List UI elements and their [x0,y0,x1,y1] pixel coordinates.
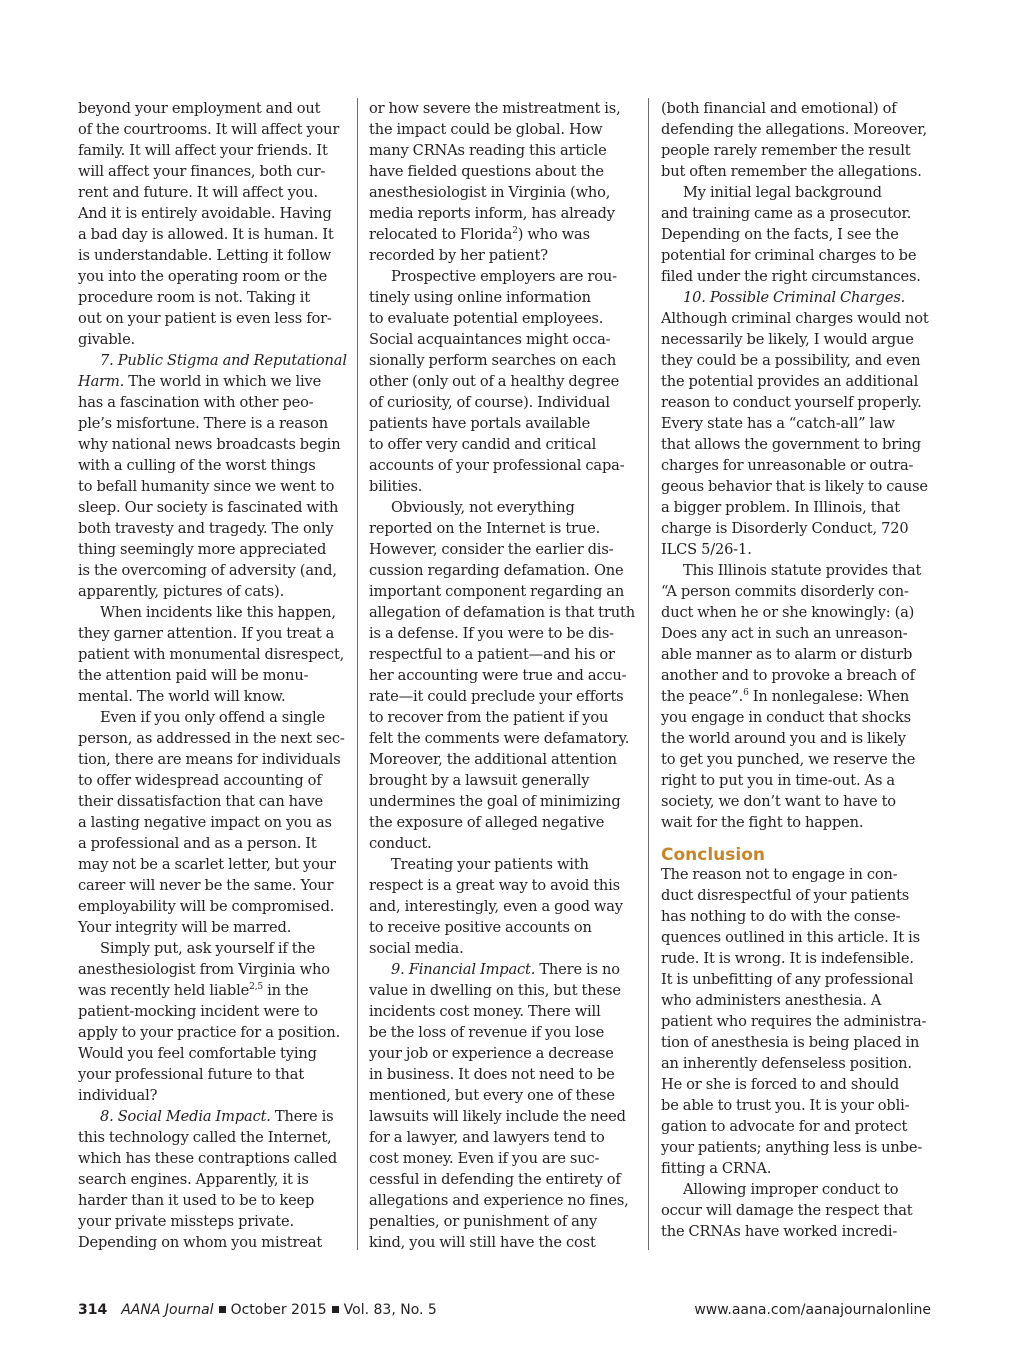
issue-volume: Vol. 83, No. 5 [343,1302,437,1318]
footer-citation [78,1302,437,1318]
column-divider [648,98,649,1250]
text-line: reported on the Internet is true. [369,520,601,537]
separator-square-icon [332,1306,339,1313]
text-line: person, as addressed in the next sec- [78,730,345,747]
issue-date: October 2015 [230,1302,327,1318]
paragraph [661,182,931,287]
text-line: procedure room is not. Taking it [78,289,310,306]
text-line: rate—it could preclude your efforts [369,688,624,705]
text-line: patients have portals available [369,415,591,432]
text-line: fitting a CRNA. [661,1160,772,1177]
text-line: family. It will affect your friends. It [78,142,328,159]
text-line: to offer very candid and critical [369,436,597,453]
text-line: potential for criminal charges to be [661,247,917,264]
reference-superscript: 6 [743,688,749,698]
text-run: ) who was [517,226,590,243]
text-line: Your integrity will be marred. [78,919,292,936]
text-line: has nothing to do with the conse- [661,908,901,925]
paragraph [78,602,346,707]
text-line: rude. It is wrong. It is indefensible. [661,950,914,967]
text-line [78,1106,346,1127]
text-line [661,686,931,707]
text-line: accounts of your professional capa- [369,457,625,474]
text-run: the peace”. [661,688,744,705]
text-line: beyond your employment and out [78,100,321,117]
text-line: penalties, or punishment of any [369,1213,598,1230]
text-line: may not be a scarlet letter, but your [78,856,336,873]
paragraph [78,707,346,938]
text-line: brought by a lawsuit generally [369,772,590,789]
text-line: incidents cost money. There will [369,1003,601,1020]
text-line: why national news broadcasts begin [78,436,341,453]
text-line: you into the operating room or the [78,268,328,285]
text-line: And it is entirely avoidable. Having [78,205,332,222]
text-line: with a culling of the worst things [78,457,316,474]
text-column-1 [78,98,346,1253]
column-divider [357,98,358,1250]
text-line: that allows the government to bring [661,436,921,453]
text-line: cost money. Even if you are suc- [369,1150,600,1167]
text-line: tion of anesthesia is being placed in [661,1034,920,1051]
paragraph [78,1106,346,1253]
text-line: will affect your finances, both cur- [78,163,326,180]
text-line: thing seemingly more appreciated [78,541,327,558]
text-line: When incidents like this happen, [100,604,336,621]
text-line: Depending on the facts, I see the [661,226,899,243]
text-line: other (only out of a healthy degree [369,373,620,390]
paragraph [78,350,346,602]
text-line: a bigger problem. In Illinois, that [661,499,900,516]
text-line: undermines the goal of minimizing [369,793,621,810]
text-line: Even if you only offend a single [100,709,326,726]
text-line: duct when he or she knowingly: (a) [661,604,915,621]
text-line: an inherently defenseless position. [661,1055,912,1072]
paragraph [369,497,635,854]
text-run: There is no [535,961,620,978]
text-line: However, consider the earlier dis- [369,541,614,558]
text-line: many CRNAs reading this article [369,142,607,159]
text-line: the attention paid will be monu- [78,667,309,684]
paragraph [661,864,931,1179]
text-line: they garner attention. If you treat a [78,625,335,642]
text-line: patient with monumental disrespect, [78,646,345,663]
text-line: have fielded questions about the [369,163,604,180]
text-line: defending the allegations. Moreover, [661,121,927,138]
text-line: gation to advocate for and protect [661,1118,908,1135]
text-line: media reports inform, has already [369,205,615,222]
paragraph [78,98,346,350]
paragraph [369,98,631,266]
text-line: to receive positive accounts on [369,919,592,936]
text-line: apply to your practice for a position. [78,1024,341,1041]
text-run: relocated to Florida [369,226,513,243]
text-line: Every state has a “catch-all” law [661,415,895,432]
text-line: respect is a great way to avoid this [369,877,621,894]
text-line: He or she is forced to and should [661,1076,900,1093]
text-line: Prospective employers are rou- [391,268,617,285]
text-line: the impact could be global. How [369,121,603,138]
text-line: has a fascination with other peo- [78,394,314,411]
page-number: 314 [78,1302,108,1318]
text-line: right to put you in time-out. As a [661,772,895,789]
paragraph [661,98,931,182]
text-line: the potential provides an additional [661,373,919,390]
reference-superscript: 2,5 [249,982,263,992]
text-line: mentioned, but every one of these [369,1087,615,1104]
text-line: cessful in defending the entirety of [369,1171,621,1188]
paragraph [369,266,631,497]
text-line: to recover from the patient if you [369,709,609,726]
text-column-3 [661,98,931,1242]
subsection-heading: Harm. [78,373,125,390]
text-line: felt the comments were defamatory. [369,730,630,747]
text-line [78,371,346,392]
text-line: employability will be compromised. [78,898,335,915]
reference-superscript: 2 [512,226,518,236]
text-line: social media. [369,940,464,957]
text-line: allegations and experience no fines, [369,1192,629,1209]
paragraph [661,560,931,833]
text-line: sleep. Our society is fascinated with [78,499,339,516]
paragraph [661,287,931,560]
text-line: out on your patient is even less for- [78,310,332,327]
text-run: in the [263,982,309,999]
text-column-2 [369,98,635,1253]
text-line: people rarely remember the result [661,142,911,159]
text-line: cussion regarding defamation. One [369,562,624,579]
text-line: reason to conduct yourself properly. [661,394,922,411]
text-line: anesthesiologist in Virginia (who, [369,184,611,201]
text-line: “A person commits disorderly con- [661,583,909,600]
text-line: mental. The world will know. [78,688,286,705]
text-line: their dissatisfaction that can have [78,793,324,810]
text-line: the world around you and is likely [661,730,906,747]
text-line [78,350,346,371]
text-line: givable. [78,331,136,348]
text-line: society, we don’t want to have to [661,793,896,810]
text-line: to befall humanity since we went to [78,478,335,495]
text-line: duct disrespectful of your patients [661,887,910,904]
text-line: quences outlined in this article. It is [661,929,921,946]
text-line: the CRNAs have worked incredi- [661,1223,898,1240]
paragraph [369,854,631,959]
text-line: of curiosity, of course). Individual [369,394,610,411]
text-line: ILCS 5/26-1. [661,541,752,558]
text-line: necessarily be likely, I would argue [661,331,914,348]
text-line: a lasting negative impact on you as [78,814,332,831]
text-line: lawsuits will likely include the need [369,1108,626,1125]
text-line: Does any act in such an unreason- [661,625,908,642]
text-line: another and to provoke a breach of [661,667,915,684]
separator-square-icon [219,1306,226,1313]
text-line: charges for unreasonable or outra- [661,457,914,474]
journal-url: www.aana.com/aanajournalonline [694,1302,931,1318]
text-line: to evaluate potential employees. [369,310,604,327]
text-line: The reason not to engage in con- [661,866,898,883]
paragraph [369,959,631,1253]
text-line: Allowing improper conduct to [683,1181,899,1198]
text-line: respectful to a patient—and his or [369,646,615,663]
text-line: kind, you will still have the cost [369,1234,596,1251]
text-line [369,959,631,980]
text-line: of the courtrooms. It will affect your [78,121,340,138]
text-line: to get you punched, we reserve the [661,751,916,768]
text-line [78,980,346,1001]
text-line: they could be a possibility, and even [661,352,921,369]
text-line: charge is Disorderly Conduct, 720 [661,520,909,537]
text-line: or how severe the mistreatment is, [369,100,621,117]
text-line: Would you feel comfortable tying [78,1045,317,1062]
text-line: wait for the fight to happen. [661,814,864,831]
text-line: be able to trust you. It is your obli- [661,1097,910,1114]
text-line: recorded by her patient? [369,247,548,264]
text-line: This Illinois statute provides that [683,562,922,579]
text-line: value in dwelling on this, but these [369,982,621,999]
text-line: and training came as a prosecutor. [661,205,912,222]
text-line: rent and future. It will affect you. [78,184,319,201]
text-line: Social acquaintances might occa- [369,331,611,348]
text-line: bilities. [369,478,423,495]
text-line: is understandable. Letting it follow [78,247,332,264]
paragraph [661,1179,931,1242]
text-line: allegation of defamation is that truth [369,604,635,621]
text-run: was recently held liable [78,982,250,999]
text-line: you engage in conduct that shocks [661,709,911,726]
text-line: conduct. [369,835,432,852]
text-run: In nonlegalese: When [748,688,910,705]
text-line: is the overcoming of adversity (and, [78,562,337,579]
text-line: both travesty and tragedy. The only [78,520,334,537]
text-line: who administers anesthesia. A [661,992,882,1009]
text-line: Treating your patients with [391,856,589,873]
text-line: Moreover, the additional attention [369,751,617,768]
text-line: to offer widespread accounting of [78,772,322,789]
text-line: anesthesiologist from Virginia who [78,961,330,978]
paragraph [78,938,346,1106]
text-line: which has these contraptions called [78,1150,338,1167]
text-line: be the loss of revenue if you lose [369,1024,605,1041]
page-footer [78,1302,931,1326]
text-line: in business. It does not need to be [369,1066,615,1083]
text-line: and, interestingly, even a good way [369,898,623,915]
text-line: your private missteps private. [78,1213,294,1230]
text-line: It is unbefitting of any professional [661,971,914,988]
text-line: geous behavior that is likely to cause [661,478,928,495]
text-line: harder than it used to be to keep [78,1192,315,1209]
text-line: ple’s misfortune. There is a reason [78,415,329,432]
section-heading: Conclusion [661,845,765,865]
text-line: a bad day is allowed. It is human. It [78,226,334,243]
text-line: sionally perform searches on each [369,352,617,369]
text-line: search engines. Apparently, it is [78,1171,309,1188]
subsection-heading: 9. Financial Impact. [391,961,536,978]
text-line: a professional and as a person. It [78,835,317,852]
text-line: the exposure of alleged negative [369,814,605,831]
text-line: patient who requires the administra- [661,1013,927,1030]
text-line: your patients; anything less is unbe- [661,1139,923,1156]
subsection-heading: 10. Possible Criminal Charges. [683,289,906,306]
text-line [369,224,631,245]
text-run: The world in which we live [124,373,322,390]
text-line: occur will damage the respect that [661,1202,913,1219]
text-line: able manner as to alarm or disturb [661,646,913,663]
subsection-heading: 7. Public Stigma and Reputational [100,352,347,369]
text-line [661,287,931,308]
text-line: Depending on whom you mistreat [78,1234,323,1251]
subsection-heading: 8. Social Media Impact. [100,1108,271,1125]
journal-name: AANA Journal [121,1302,214,1318]
text-line: tinely using online information [369,289,591,306]
text-line: but often remember the allegations. [661,163,922,180]
text-line: for a lawyer, and lawyers tend to [369,1129,605,1146]
text-line: My initial legal background [683,184,882,201]
text-line: important component regarding an [369,583,625,600]
text-line: filed under the right circumstances. [661,268,921,285]
text-line: your job or experience a decrease [369,1045,614,1062]
text-line: is a defense. If you were to be dis- [369,625,614,642]
text-line: tion, there are means for individuals [78,751,341,768]
text-line: patient-mocking incident were to [78,1003,318,1020]
text-line: her accounting were true and accu- [369,667,627,684]
text-line: career will never be the same. Your [78,877,334,894]
text-line: your professional future to that [78,1066,305,1083]
text-run: There is [270,1108,334,1125]
text-line: apparently, pictures of cats). [78,583,285,600]
text-line: this technology called the Internet, [78,1129,332,1146]
text-line: (both financial and emotional) of [661,100,897,117]
text-line: Obviously, not everything [391,499,575,516]
text-line: Simply put, ask yourself if the [100,940,316,957]
text-line: individual? [78,1087,158,1104]
text-line: Although criminal charges would not [661,310,929,327]
